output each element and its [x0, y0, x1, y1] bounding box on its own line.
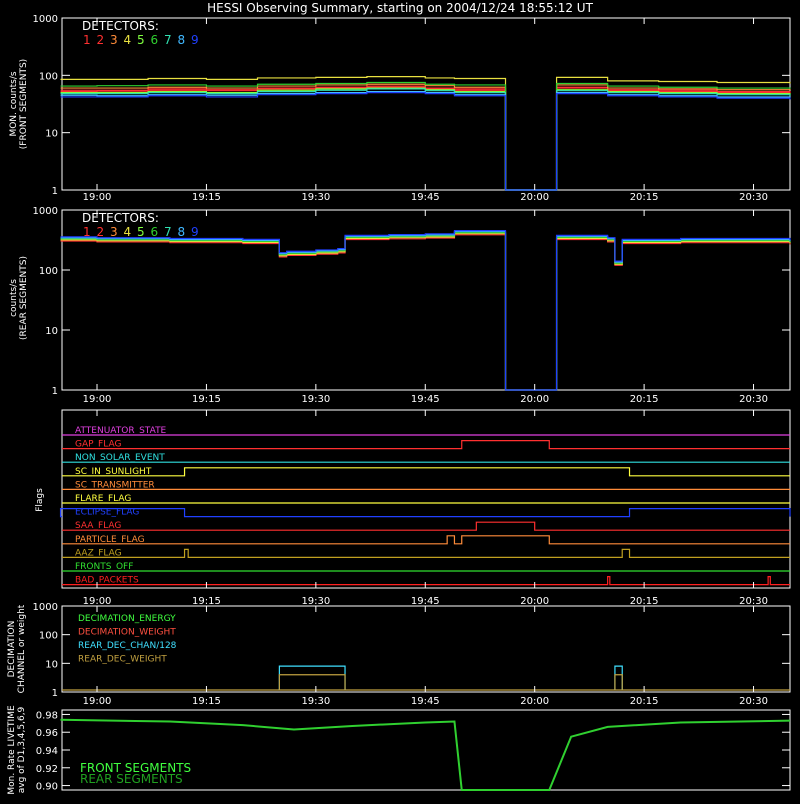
detector-2-label: 2 [96, 225, 105, 239]
y-tick-label: 0.92 [35, 763, 58, 775]
detector-8-label: 8 [177, 225, 186, 239]
panel-frame [62, 410, 790, 588]
decimation-lines [62, 666, 790, 690]
detector-6-label: 6 [150, 225, 159, 239]
x-tick-label: 19:30 [301, 192, 331, 203]
x-tick-label: 20:00 [520, 596, 550, 607]
dec-legend-item: DECIMATION_ENERGY [78, 614, 176, 624]
detector-3-label: 3 [110, 225, 118, 239]
x-tick-label: 20:15 [629, 394, 659, 405]
y-tick-label: 1 [51, 386, 58, 397]
flag-line-sc_in_sunlight [62, 468, 790, 476]
detector-5-line [61, 88, 790, 190]
flags-panel [35, 410, 790, 588]
decimation-legend [78, 614, 177, 665]
dec-legend-item: REAR_DEC_CHAN/128 [78, 641, 177, 651]
x-tick-label: 19:45 [410, 596, 440, 607]
detector-4-label: 4 [123, 33, 132, 47]
y-axis-label-sub: CHANNEL or weight [17, 604, 27, 694]
flag-label: ATTENUATOR_STATE [75, 426, 167, 436]
dec-step-rear-dec-chan---- [279, 666, 345, 690]
y-tick-label: 0.96 [35, 728, 58, 740]
x-tick-label: 20:00 [520, 696, 550, 707]
dec-legend-item: DECIMATION_WEIGHT [78, 627, 176, 638]
detector-5-label: 5 [137, 225, 145, 239]
chart-title: HESSI Observing Summary, starting on 2004/12/24 18:55:12 UT [207, 1, 593, 15]
livetime-legend-item: FRONT SEGMENTS [80, 761, 192, 775]
x-tick-label: 20:30 [739, 596, 768, 607]
x-tick-label: 19:00 [82, 394, 112, 405]
detector-legend [83, 225, 199, 239]
y-tick-label: 1000 [32, 206, 58, 217]
legend-title: DETECTORS: [82, 19, 159, 33]
detector-8-line [61, 92, 790, 190]
y-tick-label: 0.90 [35, 781, 58, 793]
x-tick-label: 20:00 [520, 192, 550, 203]
x-tick-label: 20:30 [739, 696, 768, 707]
y-tick-label: 0.98 [35, 710, 58, 722]
time-axes [83, 18, 768, 707]
x-tick-label: 20:00 [520, 394, 550, 405]
detector-9-label: 9 [191, 225, 199, 239]
dec-step-rear-dec-weight [615, 675, 622, 690]
detector-7-line [61, 89, 790, 190]
x-tick-label: 20:30 [739, 394, 768, 405]
x-tick-label: 20:15 [629, 192, 659, 203]
flag-label: FRONTS_OFF [75, 562, 134, 572]
x-tick-label: 19:00 [82, 192, 112, 203]
detector-9-line [61, 93, 790, 190]
x-tick-label: 19:15 [192, 696, 221, 707]
livetime-panel [7, 705, 790, 795]
y-tick-label: 100 [38, 71, 58, 83]
detector-1-label: 1 [83, 33, 91, 47]
y-tick-label: 10 [45, 128, 58, 140]
y-tick-label: 1000 [32, 14, 58, 25]
rear-segments-panel [9, 206, 790, 397]
detector-1-line [61, 86, 790, 190]
flag-label: ECLIPSE_FLAG [75, 507, 140, 518]
x-tick-label: 19:45 [410, 394, 440, 405]
x-tick-label: 19:30 [301, 394, 331, 405]
x-tick-label: 19:15 [192, 394, 221, 405]
x-tick-label: 19:15 [192, 596, 221, 607]
x-tick-label: 19:45 [410, 696, 440, 707]
x-tick-label: 20:15 [629, 596, 659, 607]
detector-2-line [61, 87, 790, 190]
dec-step-rear-dec-weight [279, 675, 345, 690]
flag-label: AAZ_FLAG [75, 548, 122, 559]
series-lines [61, 231, 790, 390]
x-tick-label: 19:00 [82, 596, 112, 607]
y-ticks [33, 14, 790, 197]
rear-series-line [61, 231, 790, 390]
rear-series-line [61, 233, 790, 390]
y-tick-label: 1 [51, 186, 58, 197]
detector-7-label: 7 [164, 225, 172, 239]
y-tick-label: 0.94 [35, 746, 58, 757]
detector-5-label: 5 [137, 33, 145, 47]
rear-series-line [61, 235, 790, 390]
x-tick-label: 19:45 [410, 192, 440, 203]
flag-line-particle_flag [62, 536, 790, 544]
flag-label: BAD_PACKETS [75, 575, 139, 586]
flag-line-gap_flag [62, 441, 790, 449]
y-axis-label-sub: (FRONT SEGMENTS) [19, 58, 29, 150]
legend-title: DETECTORS: [82, 211, 159, 225]
detector-6-label: 6 [150, 33, 159, 47]
x-tick-label: 19:00 [82, 696, 112, 707]
x-tick-label: 19:30 [301, 596, 331, 607]
detector-8-label: 8 [177, 33, 186, 47]
y-axis-label: MON. counts/s [9, 71, 19, 137]
rear-series-line [61, 232, 790, 390]
livetime-legend [80, 761, 191, 786]
x-tick-label: 20:30 [739, 192, 768, 203]
y-axis-label-sub: avg of D1,3,4,5,6,9 [17, 706, 27, 794]
y-axis-label-sub: (REAR SEGMENTS) [19, 255, 29, 341]
flag-label: SC_IN_SUNLIGHT [75, 466, 152, 477]
y-tick-label: 1000 [32, 602, 58, 613]
y-axis-label: Mon. Rate LIVETIME [7, 705, 17, 795]
y-tick-label: 100 [38, 630, 58, 642]
flag-label: GAP_FLAG [75, 439, 122, 450]
flag-line-eclipse_flag [61, 509, 790, 517]
flag-label: FLARE_FLAG [75, 494, 132, 504]
y-tick-label: 10 [45, 659, 58, 671]
y-tick-label: 10 [45, 326, 58, 337]
series-lines [61, 77, 790, 190]
x-tick-label: 20:15 [629, 696, 659, 707]
dec-legend-item: REAR_DEC_WEIGHT [78, 654, 167, 665]
detector-4-label: 4 [123, 225, 132, 239]
detector-3-label: 3 [110, 33, 118, 47]
flag-line-bad_packets [62, 577, 790, 585]
detector-1-label: 1 [83, 225, 91, 239]
livetime-legend-item: REAR SEGMENTS [80, 772, 183, 786]
front-segments-panel [9, 14, 790, 197]
y-tick-label: 1 [51, 688, 58, 699]
flag-label: SC_TRANSMITTER [75, 480, 155, 491]
decimation-panel [7, 602, 790, 699]
x-tick-label: 19:15 [192, 192, 221, 203]
y-axis-label: counts/s [9, 279, 19, 317]
detector-2-label: 2 [96, 33, 105, 47]
flag-rows [61, 426, 790, 586]
flag-line-aaz_flag [62, 549, 790, 557]
dec-step-rear-dec-chan---- [615, 666, 622, 690]
detector-9-label: 9 [191, 33, 199, 47]
detector-7-label: 7 [164, 33, 172, 47]
flag-line-saa_flag [62, 522, 790, 530]
detector-legend [83, 33, 199, 47]
rear-series-line [61, 234, 790, 390]
flag-label: SAA_FLAG [75, 521, 122, 532]
y-axis-label: Flags [35, 488, 45, 512]
x-tick-label: 19:30 [301, 696, 331, 707]
flag-label: PARTICLE_FLAG [75, 534, 145, 545]
detector-3-line [61, 84, 790, 190]
detector-6-line [61, 82, 790, 190]
flag-label: NON_SOLAR_EVENT [75, 453, 165, 464]
y-axis-label: DECIMATION [7, 620, 17, 678]
y-tick-label: 100 [38, 266, 58, 277]
